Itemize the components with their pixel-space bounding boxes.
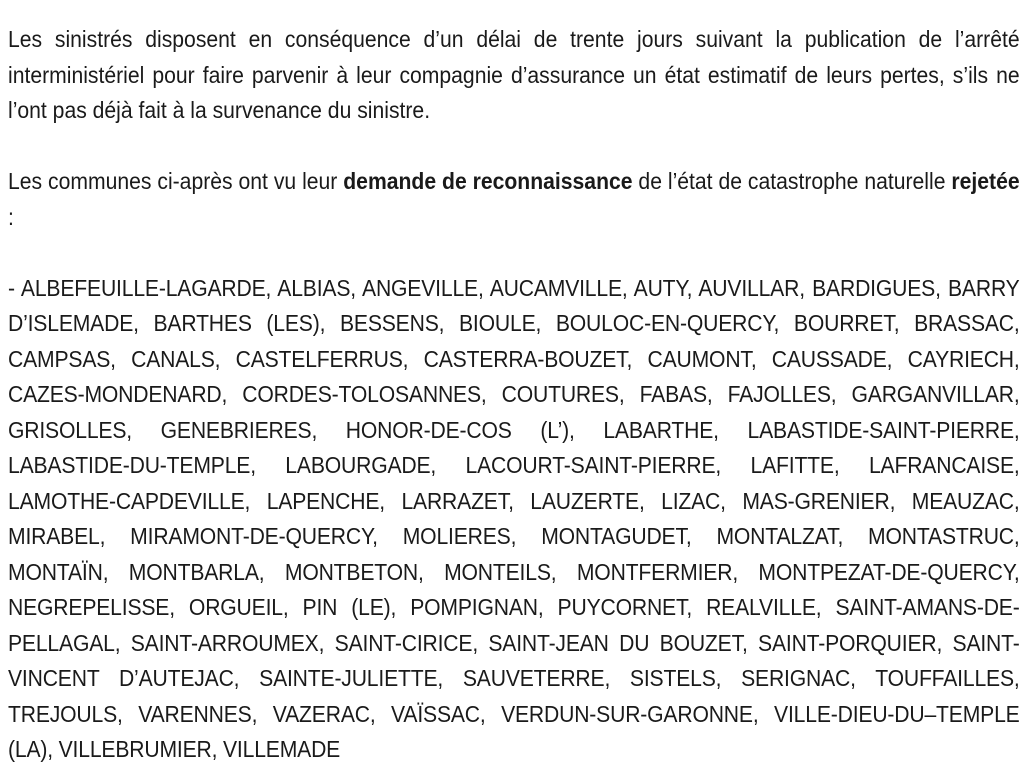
- paragraph-spacer: [8, 129, 1020, 165]
- document-page: [8, 22, 1020, 768]
- communes-list: - ALBEFEUILLE-LAGARDE, ALBIAS, ANGEVILLE, AUCAMVILLE, AUTY, AUVILLAR, BARDIGUES, BARRY D’ISLEMADE, BARTHES (LES), BESSENS, BIOULE, BOULOC-EN-QUERCY, BOURRET, BRASSAC, CAMPSAS, CANALS, CASTELFERRUS, CASTERRA-BOUZET, CAUMONT, CAUSSADE, CAYRIECH, CAZES-MONDENARD, CORDES-TOLOSANNES, COUTURES, FABAS, FAJOLLES, GARGANVILLAR, GRISOLLES, GENEBRIERES, HONOR-DE-COS (L’), LABARTHE, LABASTIDE-SAINT-PIERRE, LABASTIDE-DU-TEMPLE, LABOURGADE, LACOURT-SAINT-PIERRE, LAFITTE, LAFRANCAISE, LAMOTHE-CAPDEVILLE, LAPENCHE, LARRAZET, LAUZERTE, LIZAC, MAS-GRENIER, MEAUZAC, MIRABEL, MIRAMONT-DE-QUERCY, MOLIERES, MONTAGUDET, MONTALZAT, MONTASTRUC, MONTAÏN, MONTBARLA, MONTBETON, MONTEILS, MONTFERMIER, MONTPEZAT-DE-QUERCY, NEGREPELISSE, ORGUEIL, PIN (LE), POMPIGNAN, PUYCORNET, REALVILLE, SAINT-AMANS-DE-PELLAGAL, SAINT-ARROUMEX, SAINT-CIRICE, SAINT-JEAN DU BOUZET, SAINT-PORQUIER, SAINT-VINCENT D’AUTEJAC, SAINTE-JULIETTE, SAUVETERRE, SISTELS, SERIGNAC, TOUFFAILLES, TREJOULS, VARENNES, VAZERAC, VAÏSSAC, VERDUN-SUR-GARONNE, VILLE-DIEU-DU–TEMPLE (LA), VILLEBRUMIER, VILLEMADE: [8, 274, 1020, 762]
- paragraph-spacer: [8, 235, 1020, 271]
- rejected-intro-bold-demande: demande de reconnaissance: [343, 168, 633, 194]
- paragraph-delay-notice: Les sinistrés disposent en conséquence d’un délai de trente jours suivant la publication de l’arrêté interministériel pour faire parvenir à leur compagnie d’assurance un état estimatif de leurs pertes, s’ils ne l’ont pas déjà fait à la survenance du sinistre.: [8, 26, 1020, 123]
- paragraph-rejected-intro: [8, 164, 1020, 235]
- rejected-intro-bold-rejetee: rejetée: [951, 168, 1020, 194]
- rejected-intro-text-2: de l’état de catastrophe naturelle: [632, 168, 952, 194]
- rejected-intro-text-3: :: [8, 203, 14, 230]
- rejected-intro-text-1: Les communes ci-après ont vu leur: [8, 168, 344, 194]
